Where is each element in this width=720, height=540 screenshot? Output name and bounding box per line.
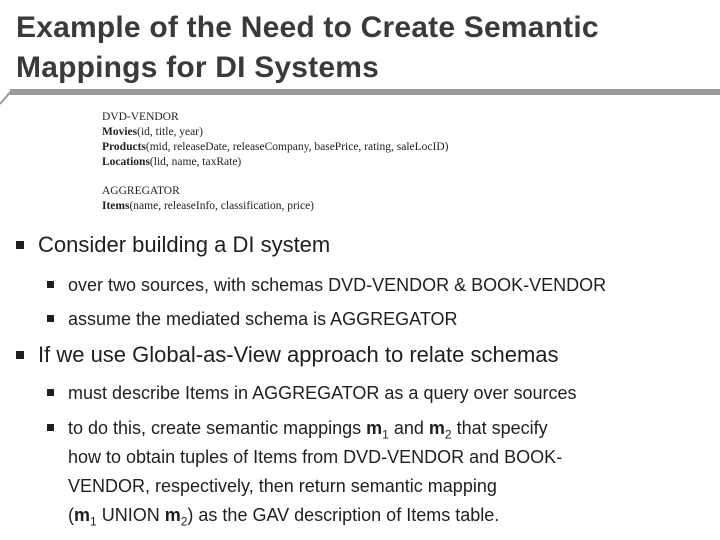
bullet-consider-di-system: Consider building a DI system [38, 232, 331, 257]
bullet-two-sources: over two sources, with schemas DVD-VENDOR & BOOK-VENDOR [68, 275, 607, 295]
bullet-mediated-schema: assume the mediated schema is AGGREGATOR [68, 309, 458, 329]
bullet-gav-approach: If we use Global-as-View approach to relate schemas [38, 342, 559, 367]
bullet-create-mappings-line-4: ($m_1$ UNION $m_2$) as the GAV description of Items table. [68, 505, 500, 529]
schema-locations: Locations(lid, name, taxRate) [102, 156, 242, 168]
schema-aggregator-name: AGGREGATOR [102, 185, 180, 197]
bullet-marker [16, 241, 24, 249]
schema-movies: Movies(id, title, year) [102, 126, 203, 138]
slide-title-line-1: Example of the Need to Create Semantic [16, 11, 599, 44]
bullet-marker [47, 424, 54, 431]
slide-title-line-2: Mappings for DI Systems [16, 51, 380, 84]
bullet-marker [47, 315, 54, 322]
schema-items: Items(name, releaseInfo, classification, price) [102, 200, 315, 212]
bullet-marker [47, 281, 54, 288]
schema-products: Products(mid, releaseDate, releaseCompany, basePrice, rating, saleLocID) [102, 141, 449, 153]
bullet-marker [47, 389, 54, 396]
bullet-marker [16, 351, 24, 359]
bullet-create-mappings: to do this, create semantic mappings $m_1$ and $m_2$ that specify [68, 418, 548, 442]
schema-vendor-name: DVD-VENDOR [102, 111, 179, 123]
bullet-create-mappings-line-2: how to obtain tuples of Items from DVD-VENDOR and BOOK- [68, 447, 563, 467]
bullet-create-mappings-line-3: VENDOR, respectively, then return semantic mapping [68, 476, 497, 496]
bullet-describe-items: must describe Items in AGGREGATOR as a query over sources [68, 383, 577, 403]
